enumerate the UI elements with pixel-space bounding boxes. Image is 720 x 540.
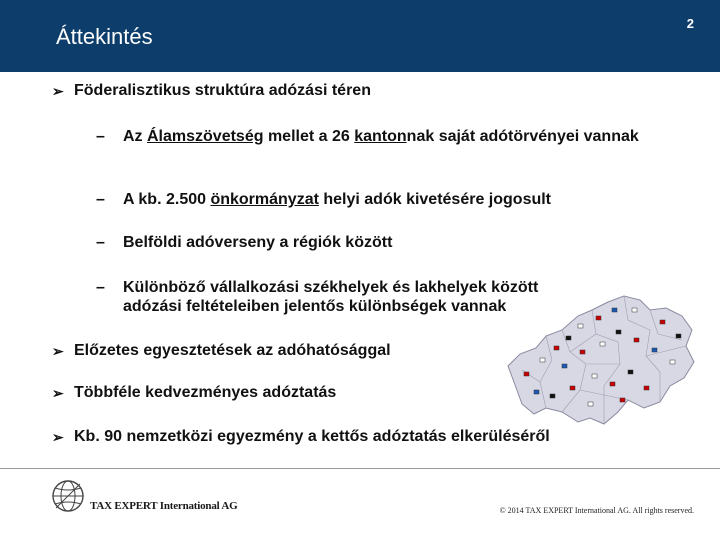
- bullet-item: [52, 428, 550, 446]
- company-name: TAX EXPERT International AG: [90, 500, 238, 512]
- bullet-item: [52, 342, 391, 360]
- sub-item-text: Különböző vállalkozási székhelyek és lakhelyek között adózási feltételeiben jelentős különbségek vannak: [123, 279, 539, 315]
- arrow-bullet-icon: ➢: [52, 385, 64, 401]
- bullet-text: Előzetes egyesztetések az adóhatósággal: [74, 342, 391, 359]
- arrow-bullet-icon: ➢: [52, 343, 64, 359]
- dash-bullet-icon: –: [96, 191, 105, 208]
- arrow-bullet-icon: ➢: [52, 429, 64, 445]
- underlined-term: Álamszövetség: [147, 128, 264, 145]
- title-bar: [0, 0, 720, 72]
- sub-item-text: Belföldi adóverseny a régiók között: [123, 234, 393, 251]
- arrow-bullet-icon: ➢: [52, 83, 64, 99]
- switzerland-cantons-map: [500, 290, 700, 435]
- slide-title: Áttekintés: [56, 24, 153, 49]
- bullet-text: Föderalisztikus struktúra adózási téren: [74, 82, 371, 99]
- sub-item: [96, 190, 643, 209]
- sub-item-text: Az Álamszövetség mellet a 26 kantonnak saját adótörvényei vannak: [123, 128, 639, 145]
- sub-item: [96, 233, 643, 252]
- footer-divider: [0, 468, 720, 469]
- company-logo: [50, 478, 238, 514]
- bullet-item: [52, 82, 371, 100]
- page-number: 2: [686, 16, 694, 31]
- globe-logo-icon: [50, 478, 86, 514]
- bullet-text: Kb. 90 nemzetközi egyezmény a kettős adóztatás elkerüléséről: [74, 428, 550, 445]
- sub-item: [96, 127, 643, 146]
- underlined-term: kanton: [354, 128, 407, 145]
- dash-bullet-icon: –: [96, 234, 105, 251]
- bullet-item: [52, 384, 336, 402]
- copyright-notice: © 2014 TAX EXPERT International AG. All rights reserved.: [499, 506, 694, 515]
- underlined-term: önkormányzat: [210, 191, 319, 208]
- sub-item-text: A kb. 2.500 önkormányzat helyi adók kivetésére jogosult: [123, 191, 552, 208]
- dash-bullet-icon: –: [96, 128, 105, 145]
- dash-bullet-icon: –: [96, 279, 105, 296]
- bullet-text: Többféle kedvezményes adóztatás: [74, 384, 337, 401]
